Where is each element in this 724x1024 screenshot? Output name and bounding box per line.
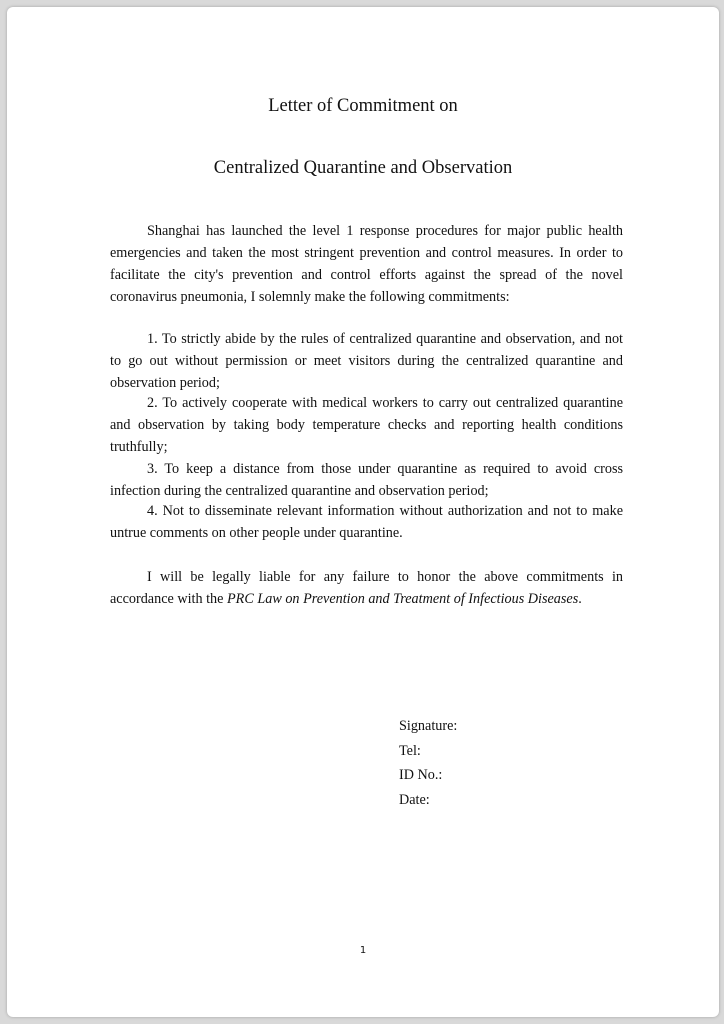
commitment-item-4 [110, 500, 623, 544]
closing-paragraph [110, 566, 623, 610]
commitment-text: 2. To actively cooperate with medical workers to carry out centralized quarantine and observation by taking body temperature checks and reporting health conditions truthfully; [110, 395, 623, 455]
closing-text: I will be legally liable for any failure to honor the above commitments in accordance with the [110, 569, 623, 607]
id-number-field: ID No.: [399, 767, 443, 783]
signature-block [399, 714, 457, 812]
commitment-item-1 [110, 328, 623, 394]
intro-paragraph: Shanghai has launched the level 1 response procedures for major public health emergencies and taken the most stringent prevention and control measures. In order to facilitate the city's prevention and control efforts against the spread of the novel coronavirus pneumonia, I solemnly make the following commitments: [110, 223, 623, 305]
commitment-item-3 [110, 458, 623, 502]
date-field: Date: [399, 791, 430, 808]
closing-section [110, 566, 623, 610]
document-page [7, 7, 719, 1017]
document-title-line-1: Letter of Commitment on [268, 96, 458, 116]
intro-section [110, 220, 623, 308]
tel-field: Tel: [399, 742, 421, 759]
commitment-text: 4. Not to disseminate relevant information without authorization and not to make untrue comments on other people under quarantine. [110, 503, 623, 541]
commitment-text: 3. To keep a distance from those under quarantine as required to avoid cross infection during the centralized quarantine and observation period; [110, 461, 623, 499]
closing-period: . [578, 591, 582, 607]
page-number: 1 [359, 945, 367, 956]
commitment-item-2 [110, 392, 623, 458]
commitment-text: 1. To strictly abide by the rules of centralized quarantine and observation, and not to go out without permission or meet visitors during the centralized quarantine and observation period; [110, 331, 623, 391]
signature-field: Signature: [399, 718, 458, 734]
law-name: PRC Law on Prevention and Treatment of Infectious Diseases [227, 591, 579, 607]
document-title-line-2: Centralized Quarantine and Observation [213, 158, 513, 178]
